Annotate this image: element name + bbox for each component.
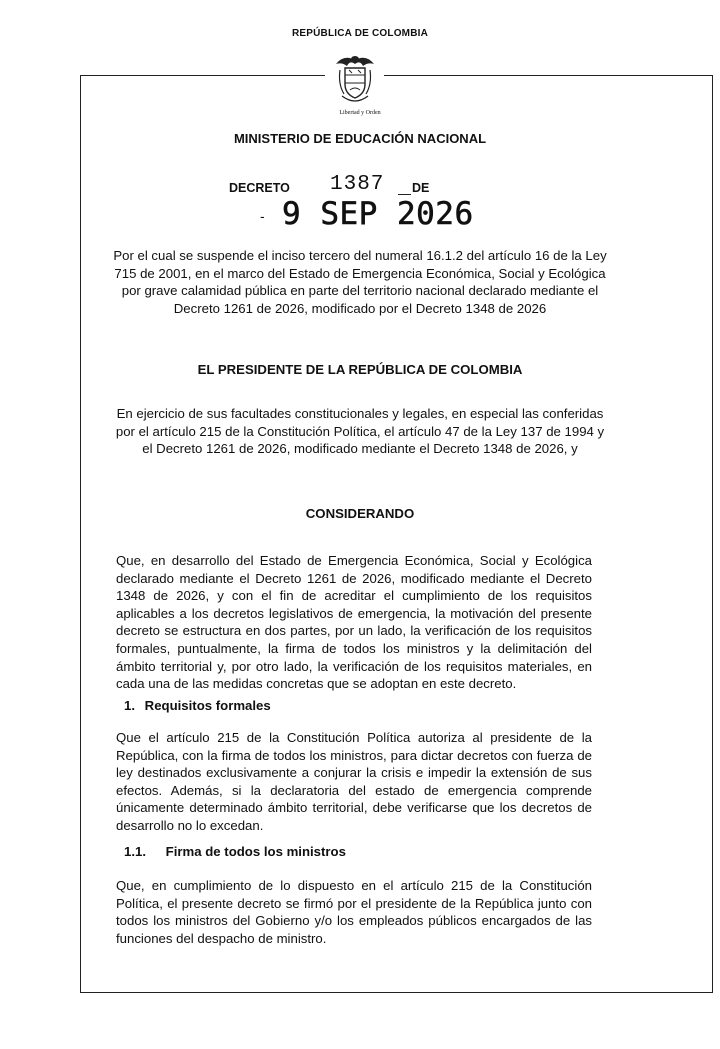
country-header: REPÚBLICA DE COLOMBIA	[291, 28, 429, 39]
section-1-title: Requisitos formales	[144, 698, 271, 713]
considerando-paragraph: Que, en desarrollo del Estado de Emergencia Económica, Social y Ecológica declarado mediante el Decreto 1261 de 2026, modificado mediante el Decreto 1348 de 2026, y con el fin de acreditar el cumplimiento de los requisitos aplicables a los decretos legislativos de emergencia, la motivación del presente decreto se estructura en dos partes, por un lado, la verificación de los requisitos formales, puntualmente, la firma de todos los ministros y la delimitación del ámbito territorial y, por otro lado, la verificación de los requisitos materiales, en cada una de las medidas concretas que se adoptan en este decreto.	[116, 553, 592, 692]
decree-date-stamp: 9 SEP 2026	[282, 196, 474, 232]
coat-of-arms-seal	[330, 50, 380, 110]
coat-of-arms-motto: Libertad y Orden	[339, 110, 381, 116]
section-1-paragraph: Que el artículo 215 de la Constitución Política autoriza al presidente de la República, con la firma de todos los ministros, para dictar decretos con fuerza de ley destinados exclusivamente a conjurar la crisis e impedir la extensión de sus efectos. Además, si la declaratoria del estado de emergencia comprende únicamente determinado ámbito territorial, debe verificarse que los decretos de desarrollo no lo excedan.	[116, 730, 592, 833]
decree-summary: Por el cual se suspende el inciso tercero del numeral 16.1.2 del artículo 16 de la Ley 715 de 2001, en el marco del Estado de Emergencia Económica, Social y Ecológica por grave calamidad pública en parte del territorio nacional declarado mediante el Decreto 1261 de 2026, modificado por el Decreto 1348 de 2026	[113, 248, 607, 316]
issuer-heading: EL PRESIDENTE DE LA REPÚBLICA DE COLOMBIA	[197, 362, 523, 377]
decree-underline	[398, 194, 411, 195]
section-1-1-title: Firma de todos los ministros	[165, 844, 346, 859]
section-1-number: 1.	[124, 698, 135, 713]
decree-label: DECRETO	[229, 181, 290, 195]
section-1-1-heading	[124, 844, 346, 859]
section-1-1-number: 1.1.	[124, 844, 146, 859]
considerando-heading: CONSIDERANDO	[305, 506, 415, 521]
frame-top-line-left	[80, 75, 325, 76]
section-1-heading	[124, 698, 271, 713]
stamp-dash: -	[260, 208, 265, 224]
powers-paragraph: En ejercicio de sus facultades constitucionales y legales, en especial las conferidas por el artículo 215 de la Constitución Política, el artículo 47 de la Ley 137 de 1994 y el Decreto 1261 de 2026, modificado mediante el Decreto 1348 de 2026, y	[115, 406, 605, 457]
section-1-1-paragraph: Que, en cumplimiento de lo dispuesto en el artículo 215 de la Constitución Política, el presente decreto se firmó por el presidente de la República junto con todos los ministros del Gobierno y/o los empleados públicos encargados de las funciones del despacho de ministro.	[116, 878, 592, 946]
frame-top-line-right	[384, 75, 712, 76]
decree-de-label: DE	[412, 181, 430, 195]
decree-number: 1387	[330, 173, 385, 196]
ministry-title: MINISTERIO DE EDUCACIÓN NACIONAL	[233, 131, 487, 146]
